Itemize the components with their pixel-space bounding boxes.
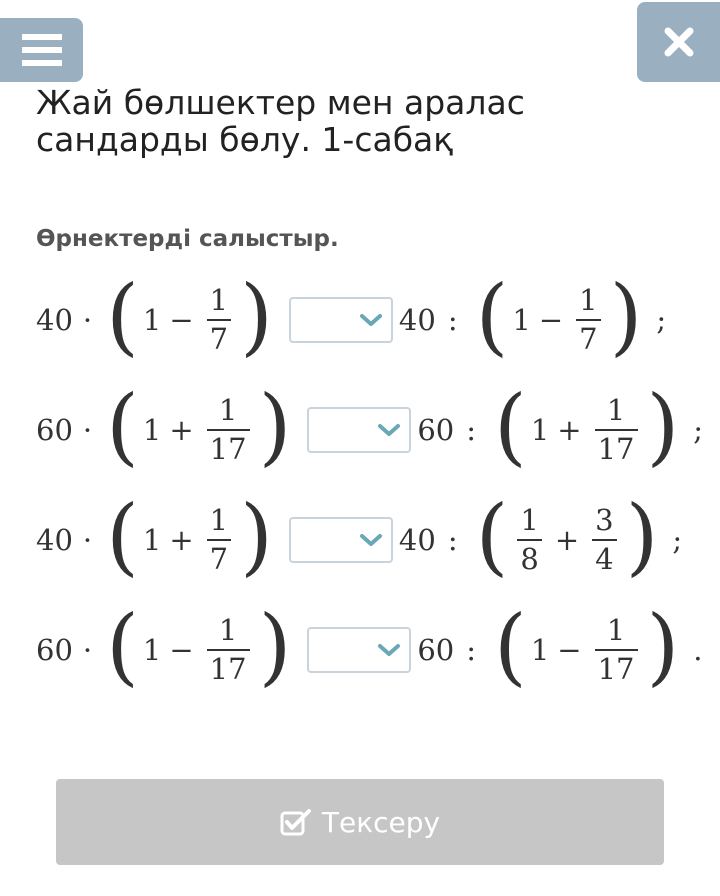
fraction [207,283,231,356]
one: 1 [530,633,550,667]
fraction [207,503,231,576]
fraction [595,613,638,686]
open-paren: ( [494,377,527,475]
chevron-down-icon [359,313,383,327]
operator: + [557,413,582,447]
denominator: 17 [595,429,638,464]
numerator: 1 [218,613,238,647]
one: 1 [530,413,550,447]
fraction [517,503,541,576]
close-paren: ) [625,487,659,585]
multiply-sign: · [82,523,93,557]
checkbox-icon [280,808,312,836]
separator: ; [693,413,704,447]
chevron-down-icon [377,643,401,657]
close-paren: ) [240,487,273,585]
comparison-select[interactable] [307,407,411,453]
close-paren: ) [258,377,292,475]
operator: + [169,413,194,447]
close-paren: ) [609,267,643,365]
denominator: 4 [592,539,616,574]
operator: − [557,633,582,667]
close-paren: ) [646,597,680,695]
operator: − [169,303,194,337]
open-paren: ( [106,377,139,475]
comparison-select[interactable] [289,517,393,563]
close-button[interactable] [637,2,720,82]
denominator: 17 [207,429,250,464]
left-number: 60 [36,633,73,667]
chevron-down-icon [359,533,383,547]
left-number: 60 [36,413,73,447]
multiply-sign: · [82,303,93,337]
instruction-text: Өрнектерді салыстыр. [36,226,339,252]
expression-row [36,597,703,698]
numerator: 1 [209,503,229,537]
right-number: 60 [417,413,455,447]
expression-row [36,267,667,368]
close-paren: ) [240,267,273,365]
divide-sign: : [447,303,458,337]
one: 1 [142,303,162,337]
page-title: Жай бөлшектер мен аралас сандарды бөлу. 1-сабақ [36,83,525,159]
open-paren: ( [475,267,509,365]
open-paren: ( [475,487,509,585]
fraction [207,613,250,686]
fraction [592,503,616,576]
open-paren: ( [106,267,139,365]
close-icon [664,27,694,57]
denominator: 7 [207,539,231,574]
denominator: 7 [576,319,600,354]
denominator: 17 [207,649,250,684]
numerator: 1 [209,283,229,317]
open-paren: ( [494,597,527,695]
operator: + [169,523,194,557]
multiply-sign: · [82,633,93,667]
right-number: 40 [398,303,436,337]
chevron-down-icon [377,423,401,437]
separator: . [693,633,703,667]
fraction [576,283,600,356]
open-paren: ( [106,597,139,695]
operator: − [169,633,194,667]
separator: ; [656,303,667,337]
one: 1 [142,523,162,557]
left-number: 40 [36,303,73,337]
multiply-sign: · [82,413,93,447]
comparison-select[interactable] [289,297,393,343]
fraction [595,393,638,466]
denominator: 7 [207,319,231,354]
menu-button[interactable] [0,18,83,82]
numerator: 1 [579,283,598,317]
left-number: 40 [36,523,73,557]
right-number: 60 [417,633,455,667]
divide-sign: : [466,413,477,447]
close-paren: ) [646,377,680,475]
close-paren: ) [258,597,292,695]
numerator: 1 [520,503,539,537]
denominator: 17 [595,649,638,684]
expression-row [36,377,704,478]
numerator: 1 [606,613,626,647]
divide-sign: : [466,633,477,667]
expression-row [36,487,683,588]
numerator: 1 [218,393,238,427]
one: 1 [142,413,162,447]
check-button[interactable] [56,779,664,865]
operator: + [554,523,580,557]
numerator: 3 [595,503,614,537]
operator: − [538,303,564,337]
one: 1 [142,633,162,667]
right-number: 40 [398,523,436,557]
numerator: 1 [606,393,626,427]
denominator: 8 [517,539,541,574]
open-paren: ( [106,487,139,585]
check-button-label: Тексеру [321,805,441,839]
comparison-select[interactable] [307,627,411,673]
divide-sign: : [447,523,458,557]
hamburger-icon [22,34,62,66]
one: 1 [512,303,531,337]
separator: ; [672,523,683,557]
fraction [207,393,250,466]
